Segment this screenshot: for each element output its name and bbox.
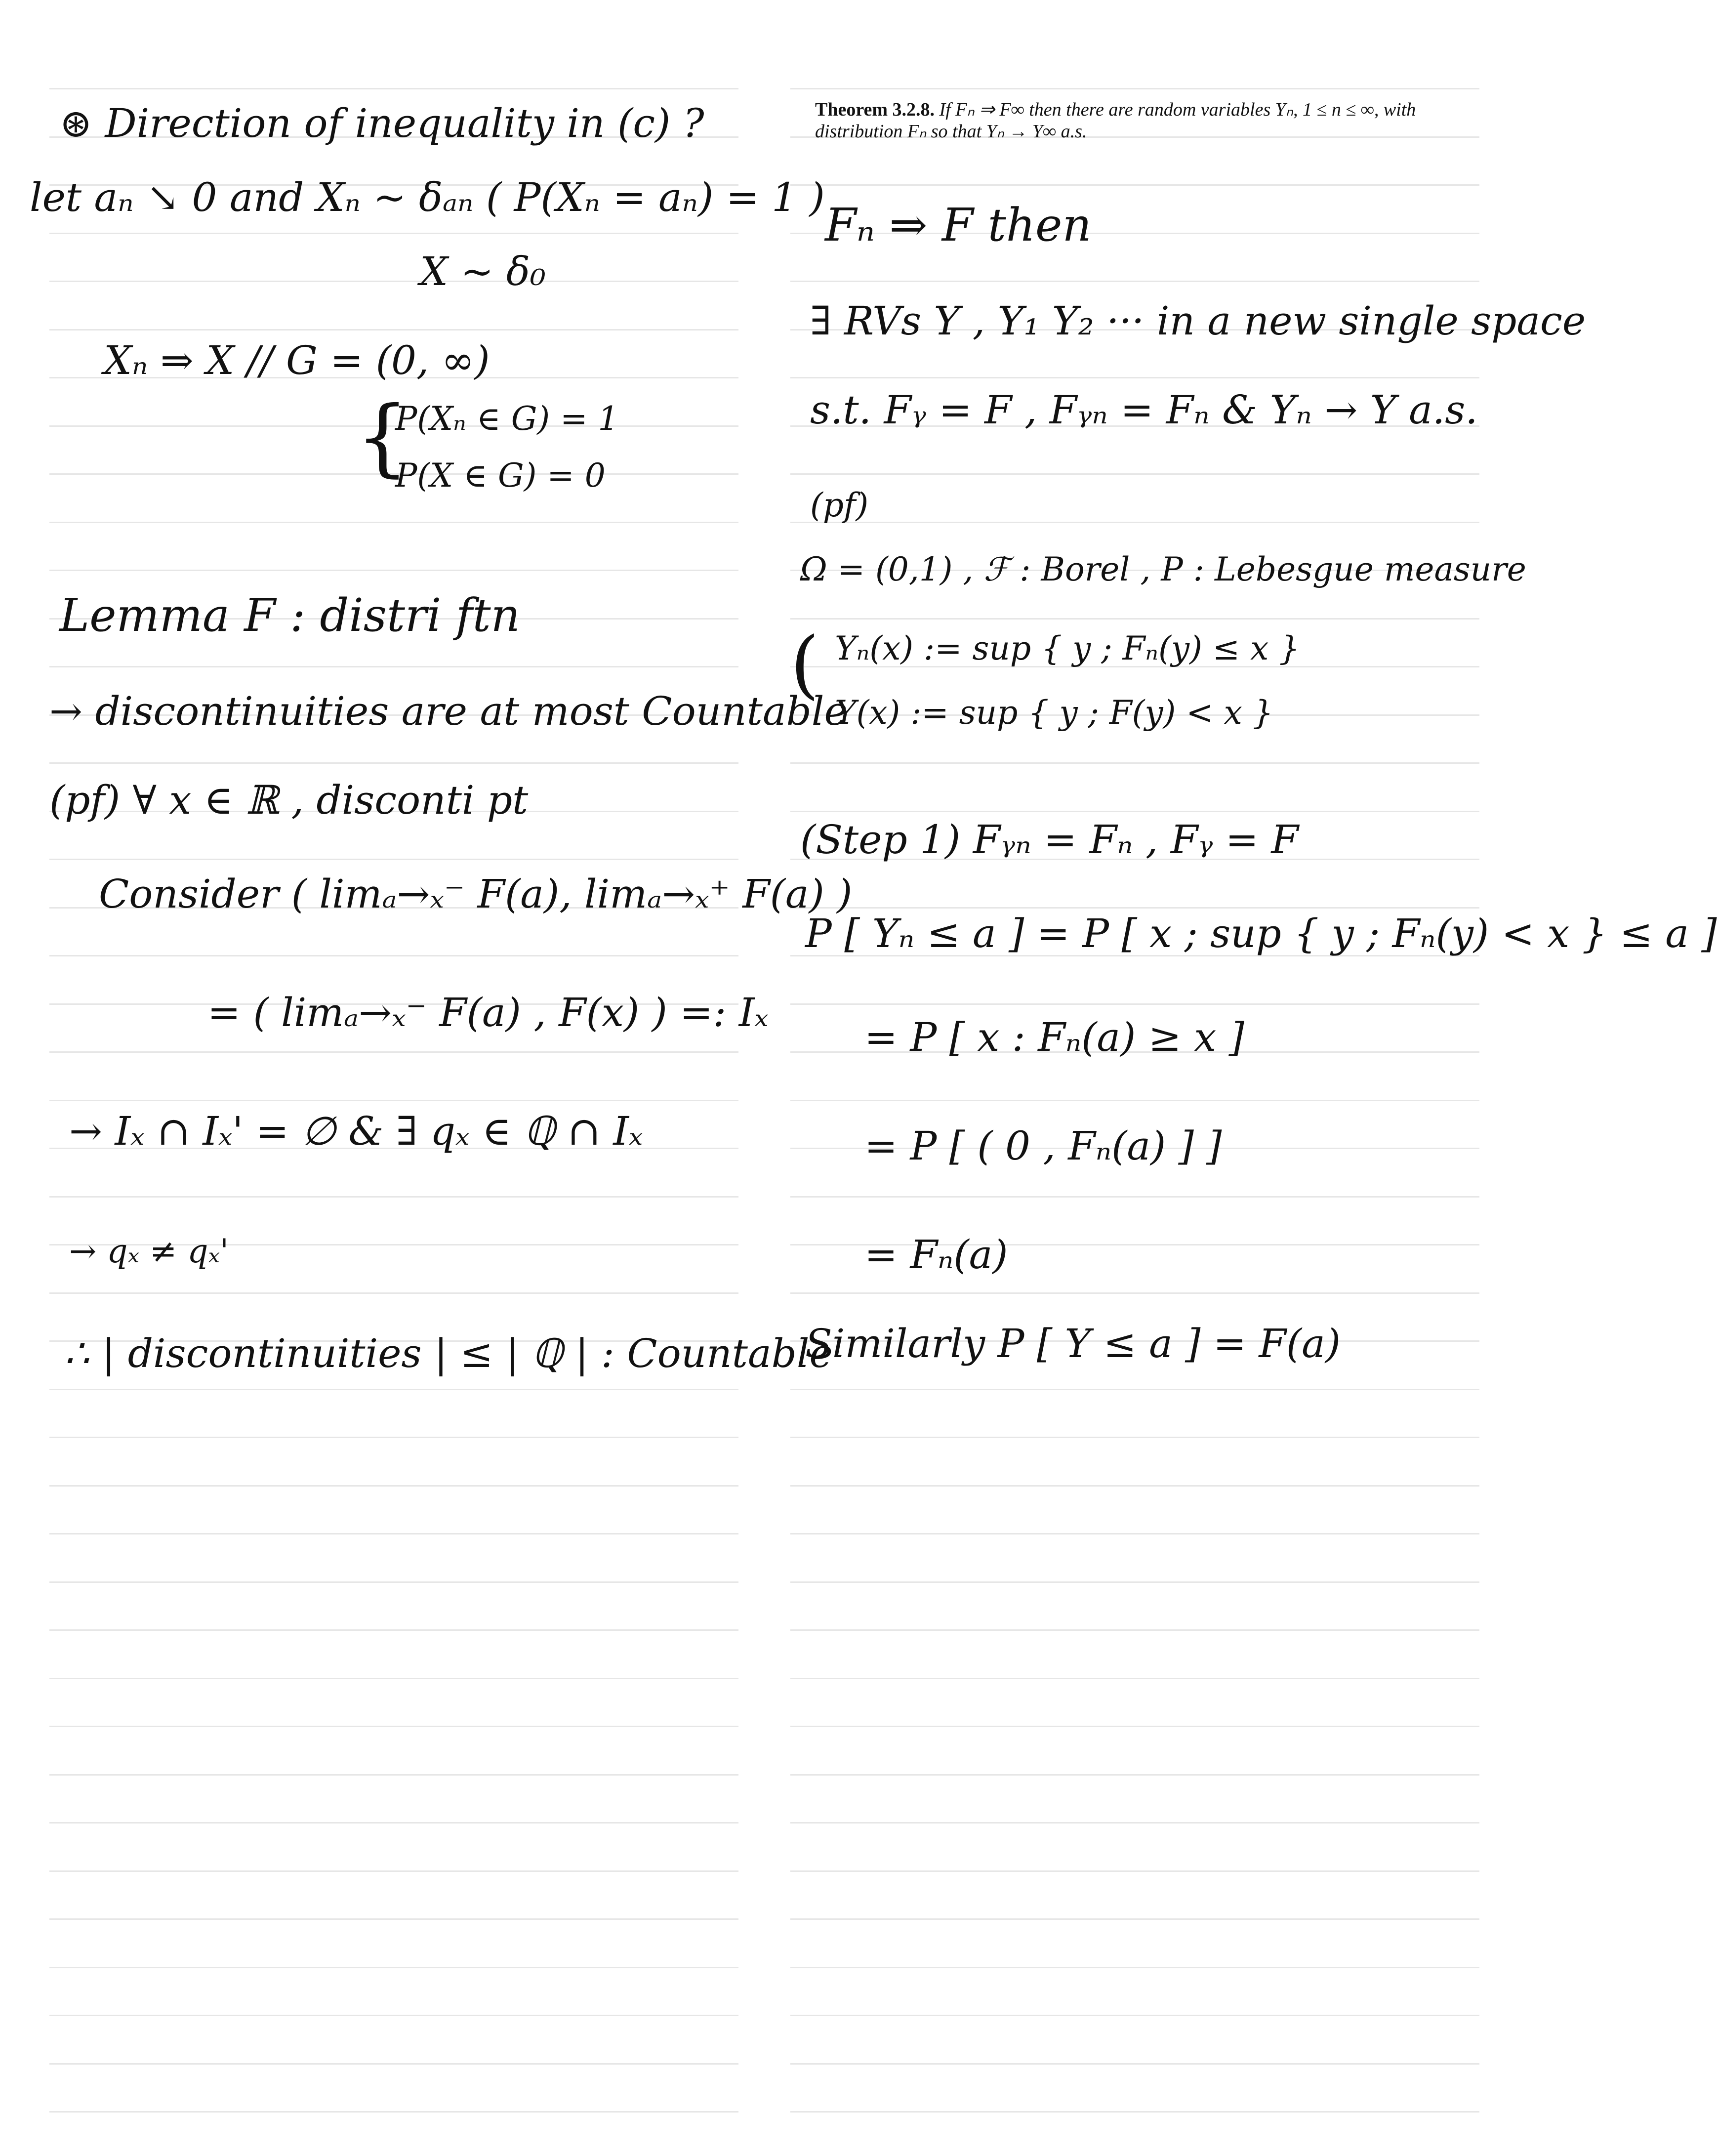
left-brace: { (356, 388, 409, 486)
note-y-definition: Y(x) := sup { y ; F(y) < x } (835, 694, 1273, 732)
theorem-heading: Theorem 3.2.8. (815, 99, 935, 120)
note-yn-definition: Yₙ(x) := sup { y ; Fₙ(y) ≤ x } (835, 629, 1300, 667)
note-interval-ix: = ( limₐ→ₓ⁻ F(a) , F(x) ) =: Iₓ (207, 990, 769, 1036)
theorem-statement: If Fₙ ⇒ F∞ then there are random variables Yₙ, 1 ≤ n ≤ ∞, with distribution Fₙ so that Yₙ → Y∞ a.s. (815, 99, 1416, 142)
note-p-yn-le-a: P [ Yₙ ≤ a ] = P [ x ; sup { y ; Fₙ(y) < x } ≤ a ] (805, 911, 1717, 956)
note-x-delta0: X ~ δ₀ (420, 249, 546, 294)
note-direction-question: ⊛ Direction of inequality in (c) ? (59, 100, 704, 146)
note-similarly: Similarly P [ Y ≤ a ] = F(a) (805, 1321, 1341, 1367)
note-p-xn-in-g: P(Xₙ ∈ G) = 1 (395, 400, 619, 438)
note-qx-distinct: → qₓ ≠ qₓ' (69, 1232, 229, 1270)
note-consider-limits: Consider ( limₐ→ₓ⁻ F(a), limₐ→ₓ⁺ F(a) ) (99, 871, 853, 917)
note-discontinuities-countable: → discontinuities are at most Countable (49, 688, 848, 734)
note-lemma: Lemma F : distri ftn (59, 589, 520, 642)
right-brace: ( (790, 622, 819, 707)
note-disjoint-intervals: → Iₓ ∩ Iₓ' = ∅ & ∃ qₓ ∈ ℚ ∩ Iₓ (69, 1108, 643, 1154)
note-pf-disconti-pt: (pf) ∀ x ∈ ℝ , disconti pt (49, 777, 529, 823)
note-such-that: s.t. Fᵧ = F , Fᵧₙ = Fₙ & Yₙ → Y a.s. (810, 387, 1478, 433)
note-therefore-countable: ∴ | discontinuities | ≤ | ℚ | : Countable (64, 1330, 833, 1376)
note-p-x-in-g: P(X ∈ G) = 0 (395, 456, 606, 495)
right-column-notes (790, 0, 1717, 2156)
note-exists-rvs: ∃ RVs Y , Y₁ Y₂ ··· in a new single space (810, 298, 1586, 344)
note-eq-fn-a: = Fₙ(a) (864, 1232, 1008, 1278)
note-probability-space: Ω = (0,1) , ℱ : Borel , P : Lebesgue measure (800, 550, 1526, 588)
note-step1: (Step 1) Fᵧₙ = Fₙ , Fᵧ = F (800, 817, 1299, 863)
note-let-an: let aₙ ↘ 0 and Xₙ ~ δₐₙ ( P(Xₙ = aₙ) = 1 ) (30, 174, 825, 220)
note-eq-fn-ge-x: = P [ x : Fₙ(a) ≥ x ] (864, 1014, 1244, 1060)
note-xn-converges: Xₙ ⇒ X // G = (0, ∞) (104, 337, 490, 383)
note-fn-converges-then: Fₙ ⇒ F then (825, 199, 1092, 251)
note-pf-label: (pf) (810, 486, 869, 524)
note-eq-interval: = P [ ( 0 , Fₙ(a) ] ] (864, 1123, 1222, 1169)
left-column-notes (30, 0, 853, 2156)
